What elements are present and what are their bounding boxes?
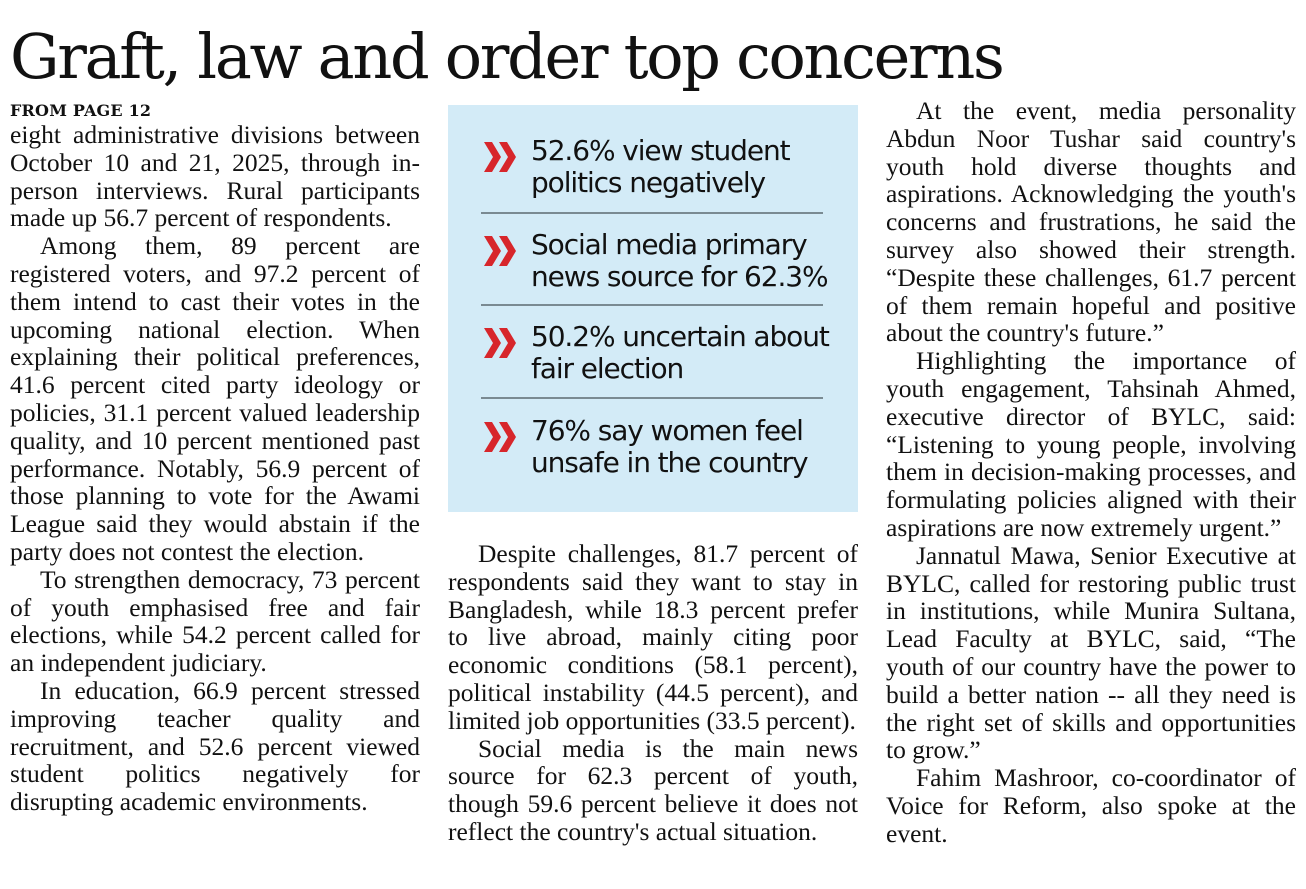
highlight-item — [481, 135, 823, 199]
double-chevron-icon — [481, 419, 521, 455]
divider — [481, 304, 823, 306]
paragraph: Despite challenges, 81.7 percent of respondents said they want to stay in Bangladesh, while 18.3 percent prefer to live abroad, mainly citing poor economic conditions (58.1 percent), political instability (44.5 percent), and limited job opportunities (33.5 percent). — [448, 539, 858, 735]
highlight-item — [481, 320, 829, 385]
divider — [481, 212, 823, 214]
highlight-text-line: 76% say women feel — [531, 414, 803, 447]
highlight-text-line: politics negatively — [531, 166, 766, 199]
divider — [481, 397, 823, 399]
paragraph: Jannatul Mawa, Senior Executive at BYLC, called for restoring public trust in institutions, while Munira Sultana, Lead Faculty at BYLC, said, “The youth of our country have the power to build a better nation -- all they need is the right set of skills and opportunities to grow.” — [886, 540, 1296, 765]
paragraph: Highlighting the importance of youth engagement, Tahsinah Ahmed, executive director of BYLC, said: “Listening to young people, involving them in decision-making processes, and formulating policies aligned with their aspirations are now extremely urgent.” — [886, 346, 1296, 542]
article-column-1 — [10, 101, 420, 816]
paragraph: Fahim Mashroor, co-coordinator of Voice for Reform, also spoke at the event. — [886, 763, 1296, 848]
highlight-text-line: 50.2% uncertain about — [531, 320, 829, 353]
highlight-text-line: 52.6% view student — [531, 134, 790, 167]
highlight-text-line: fair election — [531, 352, 684, 385]
article-column-3 — [886, 97, 1296, 848]
highlight-item — [481, 228, 828, 293]
highlight-text-line: news source for 62.3% — [531, 260, 828, 293]
highlight-item — [481, 415, 823, 479]
highlight-text-line: unsafe in the country — [531, 446, 808, 479]
continuation-kicker: FROM PAGE 12 — [10, 101, 152, 120]
double-chevron-icon — [481, 139, 521, 175]
headline: Graft, law and order top concerns — [10, 20, 1003, 93]
highlight-text-line: Social media primary — [531, 228, 807, 261]
article-column-2 — [448, 540, 858, 846]
paragraph: eight administrative divisions between October 10 and 21, 2025, through in-person interviews. Rural participants made up 56.7 percent of respondents. — [10, 120, 420, 233]
double-chevron-icon — [481, 325, 521, 361]
paragraph: At the event, media personality Abdun Noor Tushar said country's youth hold diverse thoughts and aspirations. Acknowledging the youth's concerns and frustrations, he said the survey also showed their strength. “Despite these challenges, 61.7 percent of them remain hopeful and positive about the country's future.” — [886, 96, 1296, 348]
paragraph: To strengthen democracy, 73 percent of youth emphasised free and fair elections, while 54.2 percent called for an independent judiciary. — [10, 564, 420, 678]
paragraph: In education, 66.9 percent stressed improving teacher quality and recruitment, and 52.6 percent viewed student politics negatively for disrupting academic environments. — [10, 675, 420, 817]
paragraph: Social media is the main news source for 62.3 percent of youth, though 59.6 percent believe it does not reflect the country's actual situation. — [448, 733, 858, 846]
double-chevron-icon — [481, 233, 521, 269]
paragraph: Among them, 89 percent are registered voters, and 97.2 percent of them intend to cast their votes in the upcoming national election. When explaining their political preferences, 41.6 percent cited party ideology or policies, 31.1 percent valued leadership quality, and 10 percent mentioned past performance. Notably, 56.9 percent of those planning to vote for the Awami League said they would abstain if the party does not contest the election. — [10, 231, 420, 566]
highlights-box — [448, 105, 858, 512]
